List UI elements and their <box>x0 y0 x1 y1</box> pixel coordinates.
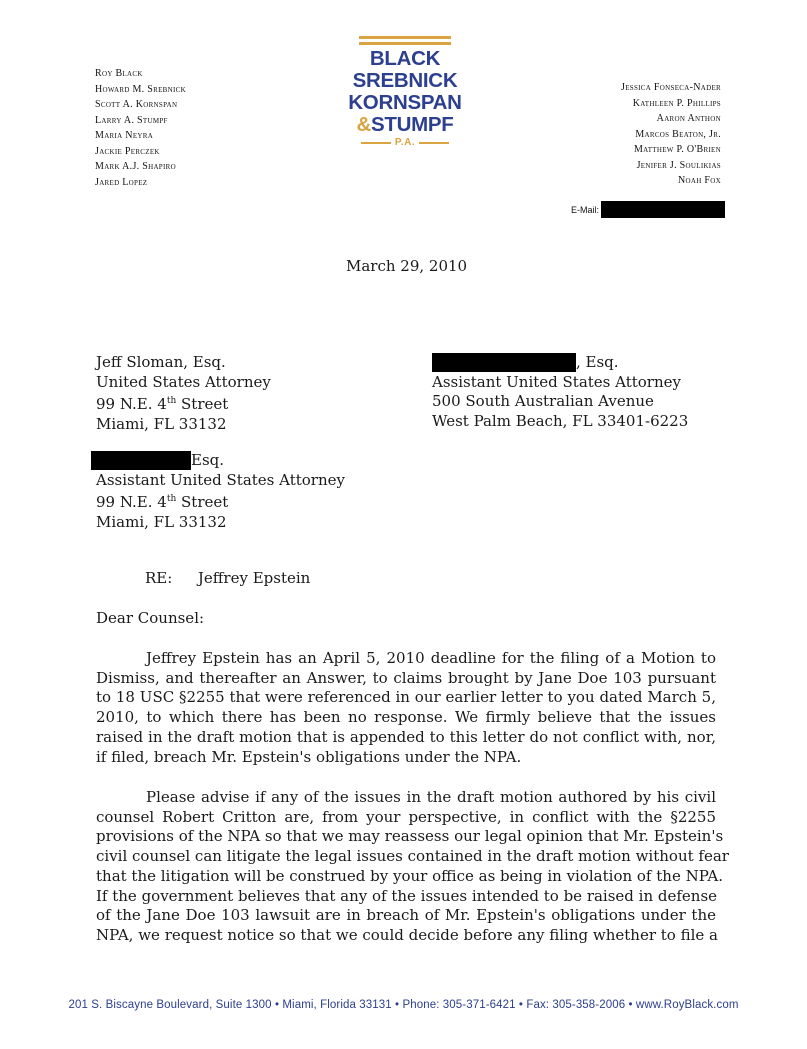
partner-name: Noah Fox <box>678 175 721 186</box>
salutation: Dear Counsel: <box>96 609 205 627</box>
partner-name: Roy Black <box>95 68 143 79</box>
logo-line-3: KORNSPAN <box>348 91 462 114</box>
paragraph-line: Jeffrey Epstein has an April 5, 2010 deadline for the filing of a Motion to <box>146 649 716 667</box>
partner-name: Jessica Fonseca-Nader <box>621 82 721 93</box>
partner-name: Kathleen P. Phillips <box>632 97 721 109</box>
paragraph-line: Dismiss, and thereafter an Answer, to claims brought by Jane Doe 103 pursuant <box>96 668 716 687</box>
paragraph-line: raised in the draft motion that is appended to this letter do not conflict with, nor, <box>96 727 716 746</box>
recipient-block-2 <box>432 353 688 431</box>
partner-name: Marcos Beaton, Jr. <box>635 128 721 140</box>
partner-name: Mark A.J. Shapiro <box>95 161 176 172</box>
logo-line-2: SREBNICK <box>352 69 458 92</box>
logo-line-4 <box>340 114 470 136</box>
paragraph-line: provisions of the NPA so that we may reassess our legal opinion that Mr. Epstein's <box>96 827 724 846</box>
logo-ampersand: & <box>356 113 372 136</box>
logo-line-1: BLACK <box>369 47 441 70</box>
recipient-2-title: Assistant United States Attorney <box>432 372 681 391</box>
redaction-name-2 <box>432 353 576 372</box>
recipient-3-name: Esq. <box>91 451 345 471</box>
partners-list-right <box>621 80 721 189</box>
partner-name: Matthew P. O'Brien <box>633 144 721 155</box>
letter-date: March 29, 2010 <box>346 257 468 275</box>
paragraph-line: if filed, breach Mr. Epstein's obligations under the NPA. <box>96 747 522 766</box>
partner-name: Jenifer J. Soulikias <box>636 159 721 171</box>
partner-name: Howard M. Srebnick <box>95 83 186 95</box>
logo-pa: P.A. <box>394 137 416 148</box>
recipient-1-title: United States Attorney <box>96 372 271 391</box>
paragraph-1 <box>96 649 716 767</box>
re-subject: Jeffrey Epstein <box>197 569 311 587</box>
recipient-3-title: Assistant United States Attorney <box>96 470 345 489</box>
letterhead-footer: 201 S. Biscayne Boulevard, Suite 1300 • Miami, Florida 33131 • Phone: 305-371-6421 • Fax: 305-358-2006 • www.RoyBlack.com <box>68 999 739 1011</box>
paragraph-line: If the government believes that any of the issues intended to be raised in defense <box>96 886 718 905</box>
re-line <box>145 569 310 589</box>
partner-name: Larry A. Stumpf <box>95 114 168 126</box>
recipient-1-street: 99 N.E. 4th Street <box>96 395 229 413</box>
partner-name: Jared Lopez <box>95 176 148 188</box>
recipient-block-1 <box>96 353 271 434</box>
redaction-email <box>601 201 725 218</box>
recipient-3-street: 99 N.E. 4th Street <box>96 493 229 511</box>
partner-name: Maria Neyra <box>95 130 154 141</box>
paragraph-line: Please advise if any of the issues in the draft motion authored by his civil <box>146 788 716 806</box>
partner-name: Jackie Perczek <box>95 145 160 157</box>
paragraph-line: of the Jane Doe 103 lawsuit are in breach of Mr. Epstein's obligations under the <box>96 906 716 925</box>
email-label: E-Mail: <box>570 204 599 215</box>
recipient-1-name: Jeff Sloman, Esq. <box>96 353 226 371</box>
partner-name: Aaron Anthon <box>656 113 721 124</box>
paragraph-line: that the litigation will be construed by your office as being in violation of the NPA. <box>96 866 724 885</box>
recipient-2-name: , Esq. <box>432 353 688 373</box>
recipient-1-city: Miami, FL 33132 <box>96 414 227 433</box>
paragraph-line: 2010, to which there has been no response. We firmly believe that the issues <box>96 708 716 727</box>
re-label: RE: <box>145 569 173 587</box>
partners-list-left <box>95 66 186 190</box>
partner-name: Scott A. Kornspan <box>95 99 178 110</box>
paragraph-line: counsel Robert Critton are, from your perspective, in conflict with the §2255 <box>96 807 716 826</box>
paragraph-line: NPA, we request notice so that we could decide before any filing whether to file a <box>96 925 718 944</box>
paragraph-line: to 18 USC §2255 that were referenced in our earlier letter to you dated March 5, <box>96 688 716 707</box>
paragraph-line: civil counsel can litigate the legal issues contained in the draft motion without fear <box>96 847 729 866</box>
recipient-block-3 <box>91 451 345 532</box>
firm-logo <box>340 36 470 148</box>
email-line <box>571 201 725 218</box>
recipient-2-city: West Palm Beach, FL 33401-6223 <box>432 411 689 430</box>
recipient-3-city: Miami, FL 33132 <box>96 512 227 531</box>
recipient-2-street: 500 South Australian Avenue <box>432 392 654 410</box>
logo-stumpf: STUMPF <box>371 113 454 136</box>
paragraph-2 <box>96 788 729 946</box>
redaction-name-3 <box>91 451 191 470</box>
